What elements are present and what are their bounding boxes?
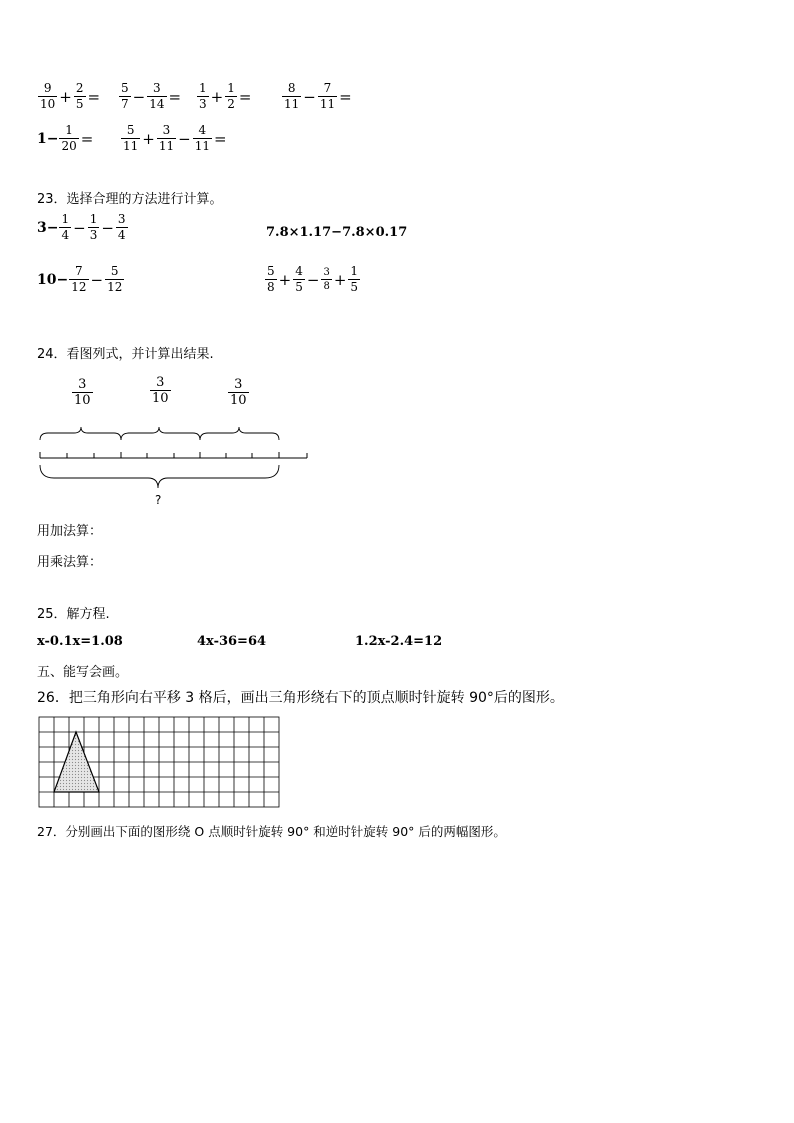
- equation-3: 1.2x-2.4=12: [355, 634, 443, 649]
- fraction: $\frac{3}{10}$: [230, 377, 247, 408]
- fraction: $\frac{1}{5}$: [350, 264, 359, 294]
- number-line-diagram: [30, 420, 320, 495]
- fraction: $\frac{5}{8}$: [267, 264, 275, 294]
- calc-1-minus-1-20: 1− $\frac{1}{20}$ =: [37, 123, 94, 153]
- question-25-title: 25．解方程.: [37, 607, 110, 622]
- fraction: $\frac{3}{8}$: [323, 267, 330, 292]
- fraction: $\frac{4}{11}$: [194, 123, 210, 153]
- calc-5-7-minus-3-14: $\frac{5}{7}$ − $\frac{3}{14}$ =: [121, 81, 182, 111]
- multiplication-label: 用乘法算：: [37, 555, 103, 570]
- calc-1-3-plus-1-2: $\frac{1}{3}$ + $\frac{1}{2}$ =: [199, 81, 252, 111]
- q23-expression-2: 7.8×1.17−7.8×0.17: [266, 225, 408, 240]
- fraction: $\frac{3}{10}$: [74, 377, 91, 408]
- calc-9-10-plus-2-5: $\frac{9}{10}$ + $\frac{2}{5}$ =: [40, 81, 101, 111]
- fraction: $\frac{1}{3}$: [199, 81, 207, 111]
- q23-expression-4: $\frac{5}{8}$ + $\frac{4}{5}$ − $\frac{3}{8}$ + $\frac{1}{5}$: [267, 264, 359, 294]
- top-brace-1: [40, 427, 121, 440]
- top-brace-3: [200, 427, 279, 440]
- fraction: $\frac{5}{12}$: [107, 264, 123, 294]
- fraction: $\frac{7}{12}$: [71, 264, 87, 294]
- q23-expression-1: 3− $\frac{1}{4}$ − $\frac{1}{3}$ − $\frac{3}{4}$: [37, 212, 126, 242]
- section-5-heading: 五、能写会画。: [37, 665, 129, 680]
- q23-expression-3: 10− $\frac{7}{12}$ − $\frac{5}{12}$: [37, 264, 123, 294]
- fraction: $\frac{4}{5}$: [295, 264, 303, 294]
- fraction: $\frac{8}{11}$: [284, 81, 300, 111]
- fraction: $\frac{5}{11}$: [123, 123, 139, 153]
- segment-label-2: [149, 376, 172, 405]
- fraction: $\frac{1}{2}$: [227, 81, 235, 111]
- tick-marks: [40, 452, 307, 458]
- bottom-brace: [40, 465, 279, 488]
- fraction: $\frac{3}{14}$: [149, 81, 165, 111]
- question-27-title: 27．分别画出下面的图形绕 O 点顺时针旋转 90° 和逆时针旋转 90° 后的两幅图形。: [37, 824, 506, 839]
- addition-label: 用加法算：: [37, 524, 103, 539]
- fraction: $\frac{2}{5}$: [75, 81, 84, 111]
- top-brace-2: [121, 427, 200, 440]
- segment-label-1: [71, 378, 94, 407]
- segment-label-3: [227, 378, 250, 407]
- calc-elevenths: $\frac{5}{11}$ + $\frac{3}{11}$ − $\frac{4}{11}$ =: [123, 123, 227, 153]
- fraction: $\frac{3}{11}$: [158, 123, 175, 153]
- grid-with-triangle: [38, 716, 282, 810]
- fraction: $\frac{9}{10}$: [40, 81, 56, 111]
- question-24-title: 24．看图列式，并计算出结果.: [37, 347, 214, 362]
- fraction: $\frac{1}{20}$: [61, 123, 77, 153]
- question-mark: ?: [155, 493, 162, 507]
- fraction: $\frac{3}{4}$: [117, 212, 126, 242]
- fraction: $\frac{1}{3}$: [89, 212, 98, 242]
- fraction: $\frac{3}{10}$: [152, 375, 169, 406]
- equation-2: 4x-36=64: [197, 634, 267, 649]
- calc-8-11-minus-7-11: $\frac{8}{11}$ − $\frac{7}{11}$ =: [284, 81, 352, 111]
- fraction: $\frac{5}{7}$: [121, 81, 129, 111]
- question-23-title: 23．选择合理的方法进行计算。: [37, 192, 223, 207]
- fraction: $\frac{1}{4}$: [61, 212, 70, 242]
- fraction: $\frac{7}{11}$: [319, 81, 336, 111]
- question-26-title: 26．把三角形向右平移 3 格后，画出三角形绕右下的顶点顺时针旋转 90°后的图形。: [37, 690, 564, 706]
- equation-1: x-0.1x=1.08: [37, 634, 123, 649]
